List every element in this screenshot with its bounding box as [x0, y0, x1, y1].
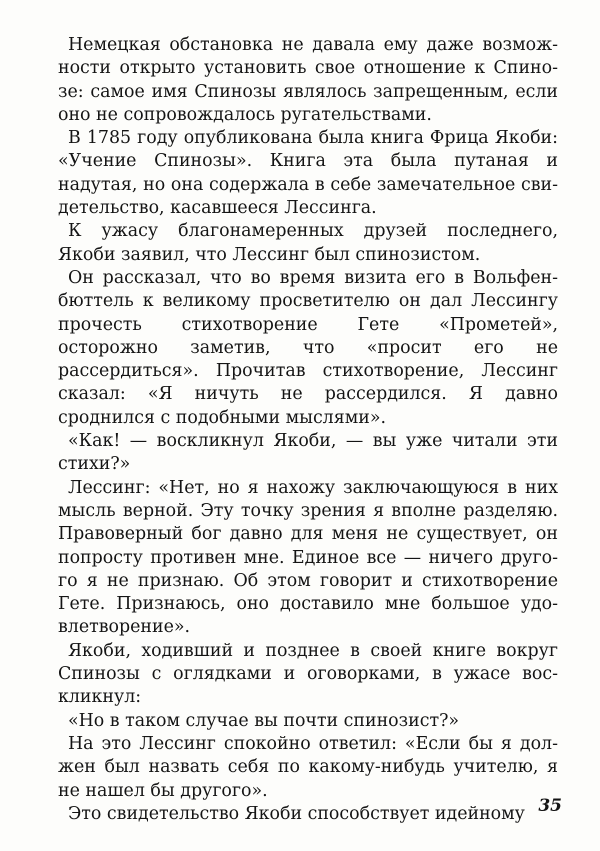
paragraph-5: «Как! — воскликнул Якоби, — вы уже читали эти стихи?»	[58, 431, 558, 475]
paragraph-3: К ужасу благонамеренных друзей последнего, Якоби заявил, что Лессинг был спинозистом.	[58, 221, 558, 265]
paragraph-10: Это свидетельство Якоби способствует идейному	[68, 803, 525, 824]
paragraph-7: Якоби, ходивший и позднее в своей книге вокруг Спинозы с оглядками и оговорками, в ужасе воскликнул:	[58, 640, 558, 708]
paragraph-4: Он рассказал, что во время визита его в Вольфенбюттель к великому просветителю он дал Лессингу прочесть стихотворение Гете «Прометей», осторожно заметив, что «просит его не рассердиться». Прочитав стихотворение, Лессинг сказал: «Я ничуть не рассердился. Я давно сроднился с подобными мыслями».	[58, 267, 558, 428]
paragraph-2: В 1785 году опубликована была книга Фрица Якоби: «Учение Спинозы». Книга эта была путаная и надутая, но она содержала в себе замечательное свидетельство, касавшееся Лессинга.	[58, 128, 558, 219]
paragraph-8: «Но в таком случае вы почти спинозист?»	[68, 710, 460, 731]
body-text	[58, 34, 558, 826]
paragraph-1: Немецкая обстановка не давала ему даже возможности открыто установить свое отношение к Спинозе: самое имя Спинозы являлось запрещенным, если оно не сопровождалось ругательствами.	[58, 35, 558, 125]
paragraph-6: Лессинг: «Нет, но я нахожу заключающуюся в них мысль верной. Эту точку зрения я вполне разделяю. Правоверный бог давно для меня не существует, он попросту противен мне. Единое все — ничего другого я не признаю. Об этом говорит и стихотворение Гете. Признаюсь, оно доставило мне большое удовлетворение».	[58, 477, 558, 638]
page-number: 35	[538, 796, 562, 816]
paragraph-9: На это Лессинг спокойно ответил: «Если бы я должен был назвать себя по какому-нибудь учителю, я не нашел бы другого».	[58, 733, 558, 801]
